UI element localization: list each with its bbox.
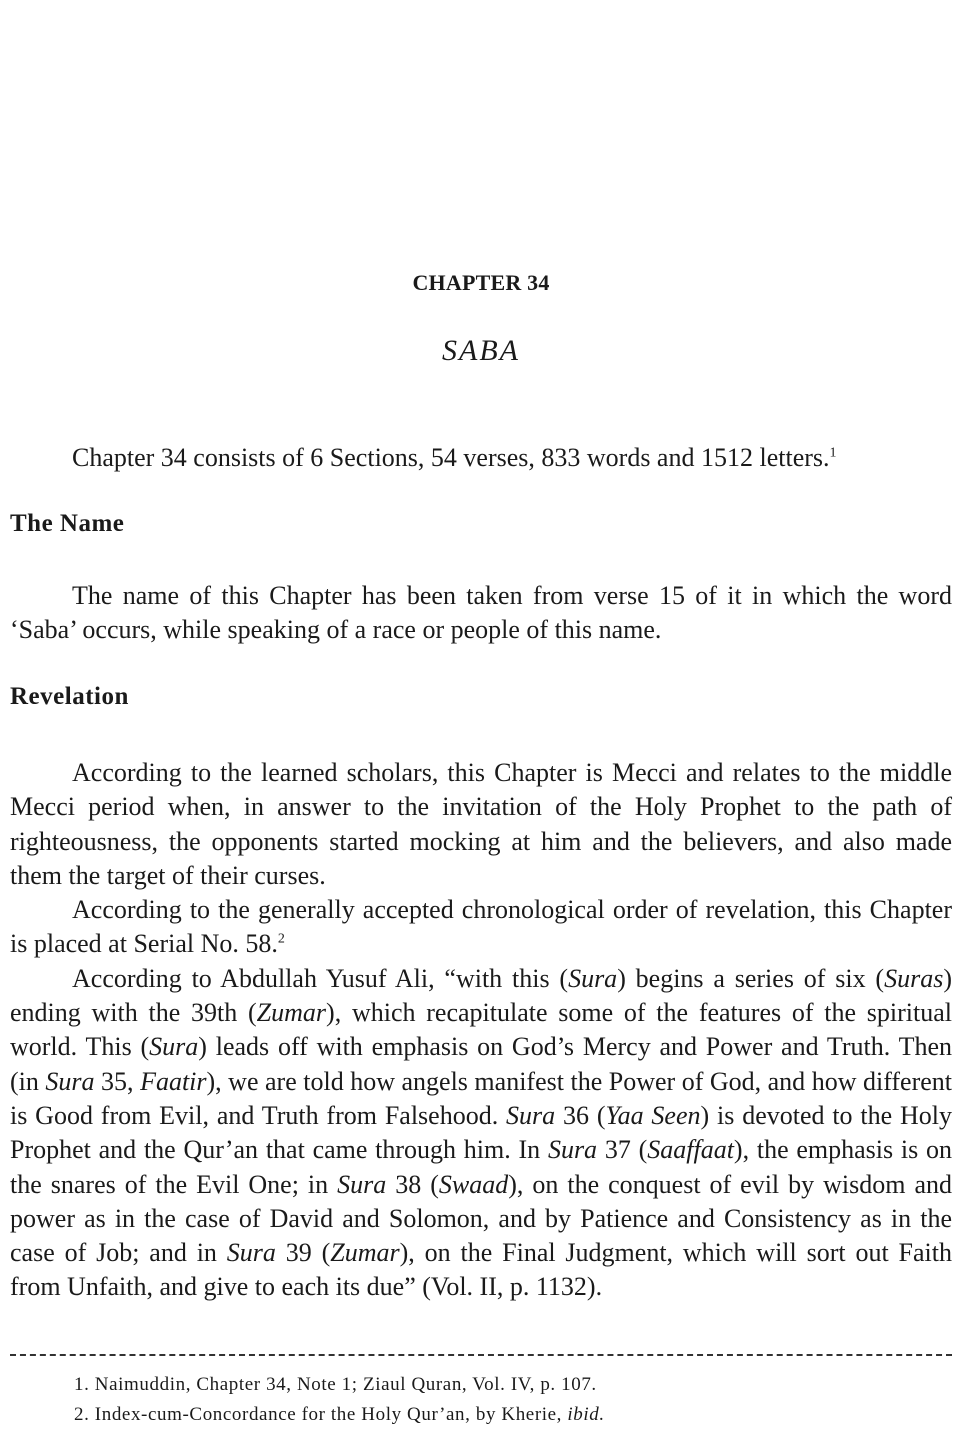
revelation-paragraph-2 (10, 893, 952, 962)
chapter-title: SABA (442, 334, 520, 367)
footnote-2 (74, 1400, 952, 1430)
revelation-paragraph-1: According to the learned scholars, this Chapter is Mecci and relates to the middle Mecci period when, in answer to the invitation of the Holy Prophet to the path of righteousness, the opponents started mocking at him and the believers, and also made them the target of their curses. (10, 758, 952, 890)
p3-text: ) begins a series of six ( (617, 963, 885, 993)
name-paragraph: The name of this Chapter has been taken from verse 15 of it in which the word ‘Saba’ occurs, while speaking of a race or people of this name. (10, 581, 952, 645)
footnote-ref-1: 1 (829, 445, 837, 461)
p3-italic: Sura (568, 963, 618, 993)
revelation-paragraph-2-text: According to the generally accepted chronological order of revelation, this Chapter is placed at Serial No. 58. (10, 895, 952, 959)
p3-text: 39 ( (275, 1238, 331, 1268)
footnotes (74, 1370, 952, 1430)
p3-text: ) leads off with emphasis on God’s Mercy and Power and Truth. Then (in (10, 1032, 952, 1096)
p3-italic: Sura (226, 1238, 276, 1268)
p3-italic: Saaffaat (647, 1135, 734, 1165)
p3-text: 37 ( (597, 1135, 648, 1165)
p3-italic: Yaa Seen (605, 1100, 701, 1130)
intro-text: Chapter 34 consists of 6 Sections, 54 verses, 833 words and 1512 letters. (72, 443, 830, 472)
p3-italic: Suras (884, 963, 944, 993)
section-heading-revelation: Revelation (10, 683, 129, 710)
p3-text: 35, (94, 1066, 141, 1096)
p3-italic: Sura (149, 1032, 199, 1062)
footnote-divider (10, 1354, 952, 1356)
p3-text: ), on the Final Judgment, which will sort out Faith from Unfaith, and give to each its due” (Vol. II, p. 1132). (10, 1238, 952, 1302)
footnote-2-italic: ibid. (567, 1404, 605, 1425)
p3-text: 38 ( (386, 1169, 439, 1199)
p3-text: According to Abdullah Yusuf Ali, “with this ( (72, 963, 569, 993)
p3-text: ) is devoted to the Holy Prophet and the Qur’an that came through him. In (10, 1100, 952, 1165)
intro-paragraph (10, 441, 952, 475)
chapter-number: CHAPTER 34 (412, 270, 550, 295)
p3-italic: Zumar (330, 1238, 400, 1268)
p3-text: 36 ( (555, 1100, 606, 1130)
p3-italic: Sura (506, 1100, 556, 1130)
p3-text: ), which recapitulate some of the features of the spiritual world. This ( (10, 998, 953, 1062)
footnote-1: 1. Naimuddin, Chapter 34, Note 1; Ziaul Quran, Vol. IV, p. 107. (74, 1374, 597, 1395)
footnote-2-text: 2. Index-cum-Concordance for the Holy Qur’an, by Kherie, (74, 1404, 568, 1425)
revelation-body (10, 756, 952, 1305)
p3-italic: Sura (45, 1066, 95, 1096)
p3-text: ), on the conquest of evil by wisdom and power as in the case of David and Solomon, and by Patience and Consistency as in the case of Job; and in (10, 1169, 952, 1268)
p3-text: ) ending with the 39th ( (10, 963, 953, 1028)
revelation-paragraph-3 (10, 962, 952, 1305)
footnote-ref-2: 2 (277, 931, 285, 947)
section-heading-name: The Name (10, 510, 125, 537)
p3-italic: Zumar (256, 998, 327, 1028)
p3-text: ), we are told how angels manifest the Power of God, and how different is Good from Evil, and Truth from Falsehood. (10, 1066, 953, 1130)
p3-italic: Sura (547, 1135, 598, 1165)
p3-italic: Swaad (438, 1169, 509, 1199)
p3-text: ), the emphasis is on the snares of the Evil One; in (10, 1135, 952, 1199)
p3-italic: Faatir (140, 1066, 207, 1096)
p3-italic: Sura (337, 1169, 387, 1199)
